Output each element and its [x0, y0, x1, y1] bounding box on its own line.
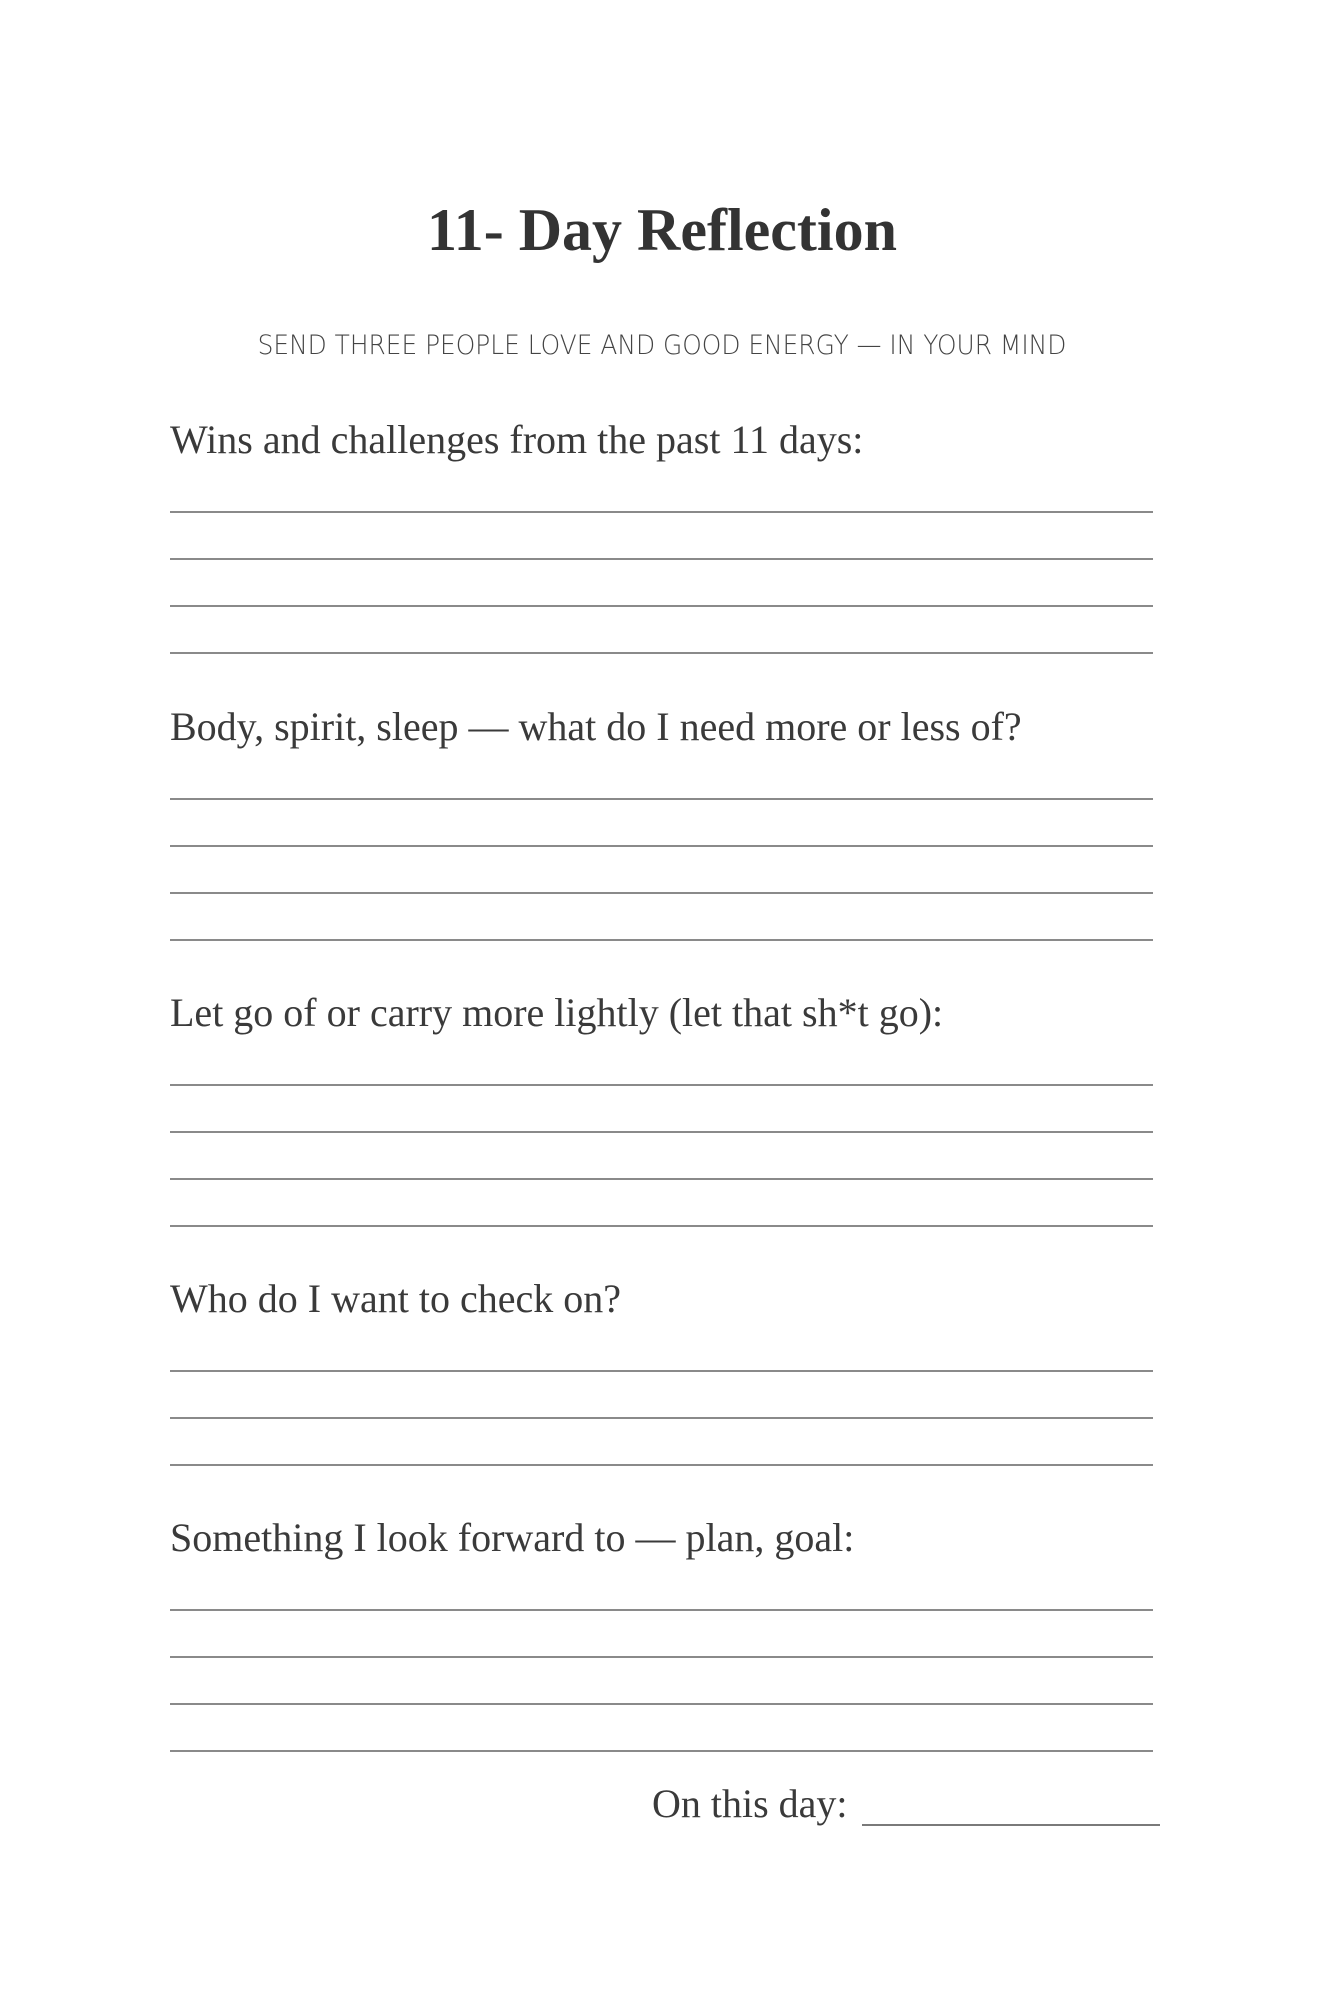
writing-line[interactable] [170, 1417, 1153, 1419]
writing-line[interactable] [170, 798, 1153, 800]
writing-line[interactable] [170, 1370, 1153, 1372]
writing-line[interactable] [170, 652, 1153, 654]
date-label: On this day: [652, 1781, 848, 1826]
date-row [652, 1779, 1162, 1829]
page-subtitle: SEND THREE PEOPLE LOVE AND GOOD ENERGY — IN YOUR MIND [257, 330, 1067, 361]
writing-line[interactable] [170, 1750, 1153, 1752]
writing-line[interactable] [170, 1656, 1153, 1658]
writing-line[interactable] [170, 1084, 1153, 1086]
date-input-line[interactable] [862, 1824, 1160, 1826]
writing-line[interactable] [170, 892, 1153, 894]
writing-line[interactable] [170, 1464, 1153, 1466]
page-title: 11- Day Reflection [427, 197, 897, 263]
writing-line[interactable] [170, 511, 1153, 513]
reflection-section-let-go [170, 988, 1170, 1038]
section-prompt: Wins and challenges from the past 11 days: [170, 417, 864, 462]
writing-line[interactable] [170, 605, 1153, 607]
section-prompt: Let go of or carry more lightly (let that sh*t go): [170, 990, 944, 1035]
writing-line[interactable] [170, 1131, 1153, 1133]
reflection-section-check-on [170, 1274, 1170, 1324]
section-prompt: Something I look forward to — plan, goal: [170, 1515, 855, 1560]
section-prompt: Body, spirit, sleep — what do I need more or less of? [170, 704, 1022, 749]
reflection-section-body [170, 702, 1170, 752]
writing-line[interactable] [170, 845, 1153, 847]
reflection-section-look-forward [170, 1513, 1170, 1563]
writing-line[interactable] [170, 939, 1153, 941]
writing-line[interactable] [170, 1609, 1153, 1611]
writing-line[interactable] [170, 1703, 1153, 1705]
writing-line[interactable] [170, 1225, 1153, 1227]
section-prompt: Who do I want to check on? [170, 1276, 621, 1321]
writing-line[interactable] [170, 1178, 1153, 1180]
writing-line[interactable] [170, 558, 1153, 560]
reflection-section-wins [170, 415, 1170, 465]
